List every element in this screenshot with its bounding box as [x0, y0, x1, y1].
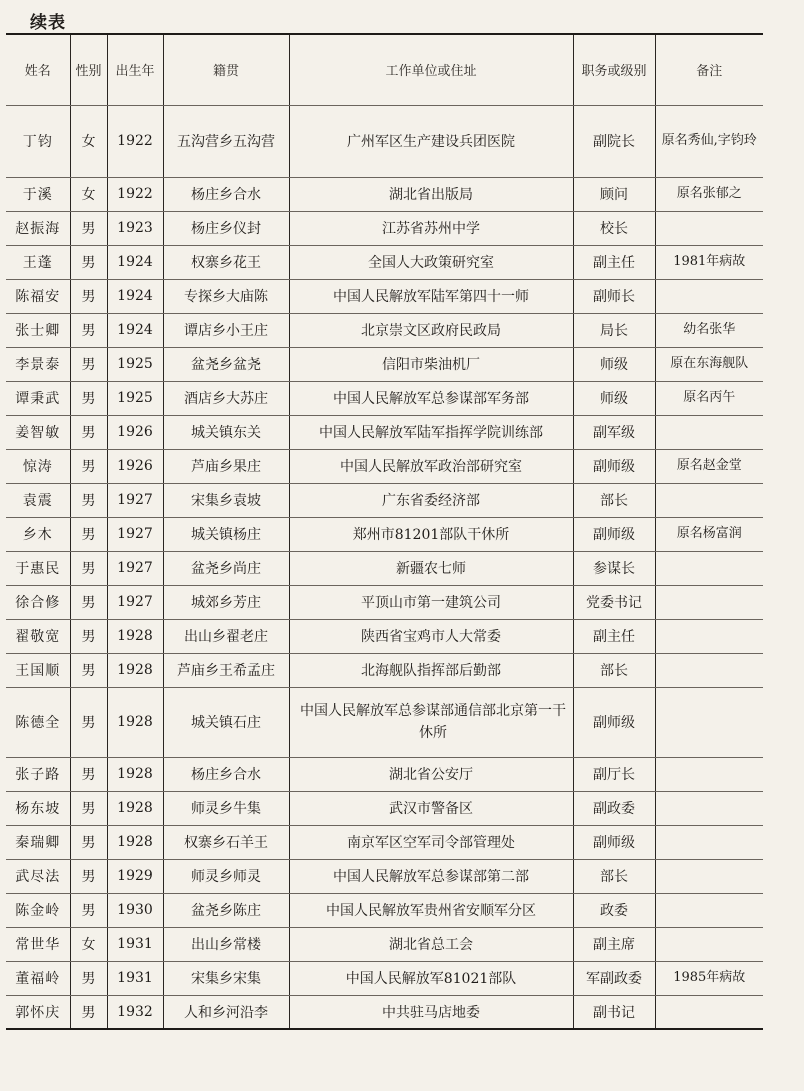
- table-row: [6, 653, 763, 687]
- cell-sex: 男: [70, 381, 107, 415]
- cell-work-unit: 全国人大政策研究室: [289, 245, 573, 279]
- cell-origin: 谭店乡小王庄: [163, 313, 289, 347]
- cell-origin: 城关镇杨庄: [163, 517, 289, 551]
- cell-position: 副主席: [573, 927, 655, 961]
- table-row: [6, 585, 763, 619]
- cell-sex: 男: [70, 825, 107, 859]
- cell-work-unit: 中共驻马店地委: [289, 995, 573, 1029]
- cell-birth-year: 1927: [107, 551, 163, 585]
- table-row: [6, 927, 763, 961]
- cell-sex: 男: [70, 995, 107, 1029]
- table-row: [6, 791, 763, 825]
- cell-remarks: [655, 825, 763, 859]
- cell-position: 副师级: [573, 687, 655, 757]
- cell-work-unit: 中国人民解放军政治部研究室: [289, 449, 573, 483]
- cell-position: 党委书记: [573, 585, 655, 619]
- table-body: [6, 34, 763, 1029]
- table-row: [6, 279, 763, 313]
- cell-name: 姜智敏: [6, 415, 70, 449]
- cell-birth-year: 1924: [107, 313, 163, 347]
- cell-name: 惊涛: [6, 449, 70, 483]
- cell-sex: 男: [70, 279, 107, 313]
- cell-origin: 芦庙乡王希孟庄: [163, 653, 289, 687]
- cell-work-unit: 湖北省总工会: [289, 927, 573, 961]
- cell-birth-year: 1930: [107, 893, 163, 927]
- table-row: [6, 313, 763, 347]
- cell-name: 翟敬宽: [6, 619, 70, 653]
- cell-sex: 男: [70, 517, 107, 551]
- cell-birth-year: 1925: [107, 347, 163, 381]
- cell-birth-year: 1922: [107, 105, 163, 177]
- cell-position: 副军级: [573, 415, 655, 449]
- cell-work-unit: 中国人民解放军陆军第四十一师: [289, 279, 573, 313]
- cell-position: 顾问: [573, 177, 655, 211]
- cell-position: 军副政委: [573, 961, 655, 995]
- cell-origin: 师灵乡师灵: [163, 859, 289, 893]
- cell-birth-year: 1928: [107, 791, 163, 825]
- cell-remarks: 1985年病故: [655, 961, 763, 995]
- table-row: [6, 245, 763, 279]
- cell-work-unit: 中国人民解放军总参谋部军务部: [289, 381, 573, 415]
- cell-work-unit: 湖北省出版局: [289, 177, 573, 211]
- cell-birth-year: 1927: [107, 517, 163, 551]
- table-row: [6, 619, 763, 653]
- cell-position: 部长: [573, 859, 655, 893]
- cell-work-unit: 武汉市警备区: [289, 791, 573, 825]
- cell-position: 副书记: [573, 995, 655, 1029]
- cell-remarks: [655, 927, 763, 961]
- cell-name: 陈德全: [6, 687, 70, 757]
- cell-remarks: [655, 211, 763, 245]
- cell-position: 师级: [573, 347, 655, 381]
- header-row: [6, 34, 763, 105]
- cell-remarks: 1981年病故: [655, 245, 763, 279]
- cell-origin: 权寨乡石羊王: [163, 825, 289, 859]
- cell-name: 杨东坡: [6, 791, 70, 825]
- cell-remarks: 幼名张华: [655, 313, 763, 347]
- cell-remarks: 原名赵金堂: [655, 449, 763, 483]
- cell-sex: 男: [70, 483, 107, 517]
- cell-sex: 男: [70, 347, 107, 381]
- header-sex: 性别: [70, 34, 107, 105]
- cell-work-unit: 中国人民解放军总参谋部第二部: [289, 859, 573, 893]
- cell-origin: 宋集乡宋集: [163, 961, 289, 995]
- cell-work-unit: 中国人民解放军81021部队: [289, 961, 573, 995]
- cell-work-unit: 新疆农七师: [289, 551, 573, 585]
- cell-remarks: [655, 279, 763, 313]
- cell-birth-year: 1932: [107, 995, 163, 1029]
- table-row: [6, 961, 763, 995]
- cell-birth-year: 1928: [107, 619, 163, 653]
- cell-name: 张士卿: [6, 313, 70, 347]
- cell-remarks: [655, 995, 763, 1029]
- cell-origin: 出山乡常楼: [163, 927, 289, 961]
- cell-name: 武尽法: [6, 859, 70, 893]
- cell-sex: 女: [70, 105, 107, 177]
- cell-name: 陈福安: [6, 279, 70, 313]
- cell-name: 丁钧: [6, 105, 70, 177]
- table-row: [6, 825, 763, 859]
- cell-origin: 城关镇石庄: [163, 687, 289, 757]
- cell-name: 李景泰: [6, 347, 70, 381]
- cell-name: 于溪: [6, 177, 70, 211]
- cell-work-unit: 平顶山市第一建筑公司: [289, 585, 573, 619]
- cell-sex: 男: [70, 245, 107, 279]
- cell-name: 谭秉武: [6, 381, 70, 415]
- cell-birth-year: 1926: [107, 415, 163, 449]
- cell-work-unit: 广州军区生产建设兵团医院: [289, 105, 573, 177]
- table-row: [6, 757, 763, 791]
- cell-birth-year: 1928: [107, 653, 163, 687]
- cell-position: 副师级: [573, 825, 655, 859]
- cell-birth-year: 1928: [107, 757, 163, 791]
- cell-name: 董福岭: [6, 961, 70, 995]
- header-work-unit: 工作单位或住址: [289, 34, 573, 105]
- cell-name: 常世华: [6, 927, 70, 961]
- cell-origin: 城关镇东关: [163, 415, 289, 449]
- cell-work-unit: 郑州市81201部队干休所: [289, 517, 573, 551]
- cell-remarks: 原名杨富润: [655, 517, 763, 551]
- cell-origin: 杨庄乡仪封: [163, 211, 289, 245]
- table-row: [6, 211, 763, 245]
- cell-birth-year: 1924: [107, 245, 163, 279]
- cell-birth-year: 1923: [107, 211, 163, 245]
- cell-remarks: [655, 893, 763, 927]
- cell-origin: 盆尧乡盆尧: [163, 347, 289, 381]
- table-row: [6, 517, 763, 551]
- cell-sex: 男: [70, 449, 107, 483]
- personnel-table: [6, 33, 763, 1030]
- cell-remarks: 原名张郁之: [655, 177, 763, 211]
- cell-name: 秦瑞卿: [6, 825, 70, 859]
- cell-position: 副师级: [573, 449, 655, 483]
- cell-name: 郭怀庆: [6, 995, 70, 1029]
- table-row: [6, 105, 763, 177]
- cell-work-unit: 北海舰队指挥部后勤部: [289, 653, 573, 687]
- cell-work-unit: 信阳市柴油机厂: [289, 347, 573, 381]
- cell-birth-year: 1927: [107, 483, 163, 517]
- cell-sex: 男: [70, 585, 107, 619]
- cell-work-unit: 南京军区空军司令部管理处: [289, 825, 573, 859]
- cell-name: 王国顺: [6, 653, 70, 687]
- cell-sex: 男: [70, 653, 107, 687]
- header-remarks: 备注: [655, 34, 763, 105]
- cell-remarks: [655, 551, 763, 585]
- cell-sex: 男: [70, 619, 107, 653]
- cell-origin: 盆尧乡尚庄: [163, 551, 289, 585]
- cell-remarks: [655, 757, 763, 791]
- cell-remarks: 原名丙午: [655, 381, 763, 415]
- cell-sex: 男: [70, 757, 107, 791]
- cell-birth-year: 1931: [107, 927, 163, 961]
- cell-birth-year: 1928: [107, 825, 163, 859]
- cell-remarks: [655, 415, 763, 449]
- cell-remarks: [655, 859, 763, 893]
- table-row: [6, 449, 763, 483]
- table-row: [6, 177, 763, 211]
- table-row: [6, 893, 763, 927]
- cell-birth-year: 1931: [107, 961, 163, 995]
- cell-position: 副主任: [573, 245, 655, 279]
- cell-sex: 男: [70, 415, 107, 449]
- cell-birth-year: 1922: [107, 177, 163, 211]
- cell-position: 副院长: [573, 105, 655, 177]
- cell-position: 副师级: [573, 517, 655, 551]
- cell-position: 局长: [573, 313, 655, 347]
- cell-remarks: [655, 653, 763, 687]
- cell-name: 袁震: [6, 483, 70, 517]
- cell-sex: 男: [70, 551, 107, 585]
- cell-sex: 女: [70, 177, 107, 211]
- cell-sex: 男: [70, 211, 107, 245]
- cell-remarks: 原在东海舰队: [655, 347, 763, 381]
- cell-position: 政委: [573, 893, 655, 927]
- cell-remarks: 原名秀仙,字钧玲: [655, 105, 763, 177]
- table-row: [6, 859, 763, 893]
- cell-sex: 男: [70, 313, 107, 347]
- cell-remarks: [655, 483, 763, 517]
- table-row: [6, 995, 763, 1029]
- cell-position: 参谋长: [573, 551, 655, 585]
- cell-position: 部长: [573, 653, 655, 687]
- cell-origin: 酒店乡大苏庄: [163, 381, 289, 415]
- cell-sex: 男: [70, 893, 107, 927]
- cell-birth-year: 1928: [107, 687, 163, 757]
- cell-origin: 权寨乡花王: [163, 245, 289, 279]
- cell-origin: 杨庄乡合水: [163, 757, 289, 791]
- cell-position: 副师长: [573, 279, 655, 313]
- cell-origin: 出山乡翟老庄: [163, 619, 289, 653]
- header-position: 职务或级别: [573, 34, 655, 105]
- cell-birth-year: 1929: [107, 859, 163, 893]
- cell-birth-year: 1924: [107, 279, 163, 313]
- cell-work-unit: 江苏省苏州中学: [289, 211, 573, 245]
- table-caption: 续表: [30, 13, 66, 33]
- cell-position: 副主任: [573, 619, 655, 653]
- cell-name: 王蓬: [6, 245, 70, 279]
- table-row: [6, 687, 763, 757]
- cell-sex: 男: [70, 961, 107, 995]
- cell-work-unit: 广东省委经济部: [289, 483, 573, 517]
- cell-name: 张子路: [6, 757, 70, 791]
- cell-remarks: [655, 619, 763, 653]
- table-row: [6, 347, 763, 381]
- cell-position: 部长: [573, 483, 655, 517]
- cell-work-unit: 中国人民解放军贵州省安顺军分区: [289, 893, 573, 927]
- cell-name: 赵振海: [6, 211, 70, 245]
- cell-name: 陈金岭: [6, 893, 70, 927]
- cell-origin: 盆尧乡陈庄: [163, 893, 289, 927]
- cell-remarks: [655, 687, 763, 757]
- cell-origin: 师灵乡牛集: [163, 791, 289, 825]
- cell-origin: 芦庙乡果庄: [163, 449, 289, 483]
- table-row: [6, 415, 763, 449]
- cell-sex: 女: [70, 927, 107, 961]
- header-name: 姓名: [6, 34, 70, 105]
- cell-work-unit: 北京崇文区政府民政局: [289, 313, 573, 347]
- cell-sex: 男: [70, 687, 107, 757]
- cell-work-unit: 中国人民解放军陆军指挥学院训练部: [289, 415, 573, 449]
- cell-position: 副政委: [573, 791, 655, 825]
- cell-remarks: [655, 791, 763, 825]
- header-origin: 籍贯: [163, 34, 289, 105]
- cell-name: 徐合修: [6, 585, 70, 619]
- header-birth-year: 出生年: [107, 34, 163, 105]
- cell-origin: 城郊乡芳庄: [163, 585, 289, 619]
- cell-birth-year: 1925: [107, 381, 163, 415]
- cell-origin: 宋集乡袁坡: [163, 483, 289, 517]
- cell-origin: 人和乡河沿李: [163, 995, 289, 1029]
- cell-origin: 五沟营乡五沟营: [163, 105, 289, 177]
- cell-name: 乡木: [6, 517, 70, 551]
- cell-birth-year: 1926: [107, 449, 163, 483]
- cell-origin: 杨庄乡合水: [163, 177, 289, 211]
- cell-origin: 专探乡大庙陈: [163, 279, 289, 313]
- cell-position: 校长: [573, 211, 655, 245]
- table-row: [6, 483, 763, 517]
- cell-sex: 男: [70, 791, 107, 825]
- cell-work-unit: 中国人民解放军总参谋部通信部北京第一干休所: [289, 687, 573, 757]
- cell-work-unit: 陕西省宝鸡市人大常委: [289, 619, 573, 653]
- cell-sex: 男: [70, 859, 107, 893]
- cell-position: 副厅长: [573, 757, 655, 791]
- table-row: [6, 551, 763, 585]
- cell-name: 于惠民: [6, 551, 70, 585]
- cell-position: 师级: [573, 381, 655, 415]
- cell-work-unit: 湖北省公安厅: [289, 757, 573, 791]
- table-row: [6, 381, 763, 415]
- cell-remarks: [655, 585, 763, 619]
- cell-birth-year: 1927: [107, 585, 163, 619]
